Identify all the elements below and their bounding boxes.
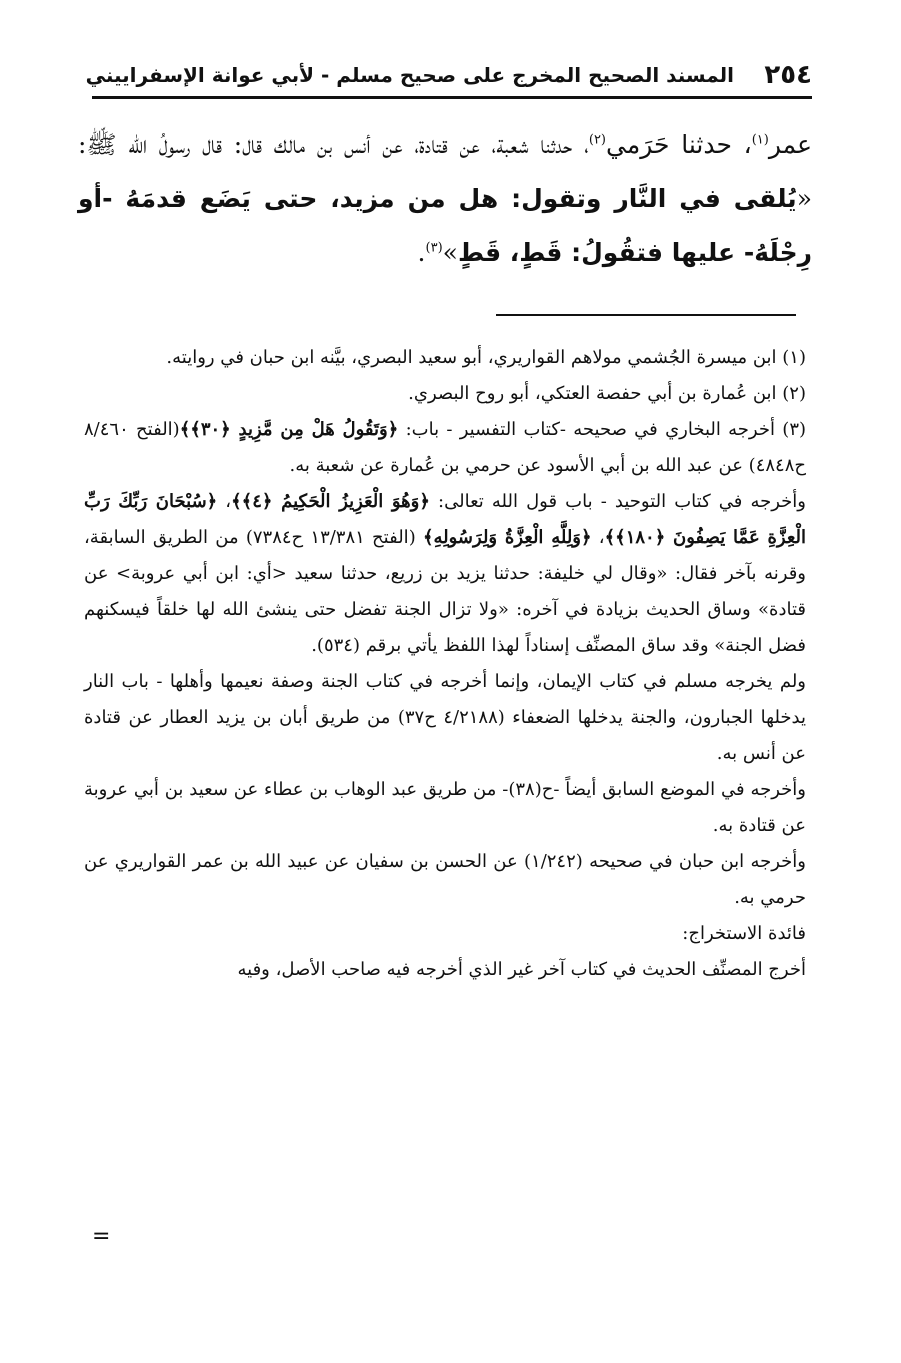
tawhid-intro: وأخرجه في كتاب التوحيد - باب قول الله تعالى:	[429, 491, 806, 512]
extraction-benefit-heading: فائدة الاستخراج:	[682, 923, 806, 944]
running-header	[85, 58, 812, 94]
narrator-chain-start: عمر	[768, 130, 812, 159]
narrator-chain-middle: ، حدثنا حَرَمي	[606, 130, 752, 159]
verse-separator: ،	[217, 491, 232, 512]
footnote-ref-1: (١)	[751, 132, 769, 148]
footnote-3-continued	[84, 484, 806, 664]
extraction-benefit-text: أخرج المصنِّف الحديث في كتاب آخر غير الذي أخرجه فيه صاحب الأصل، وفيه	[237, 959, 806, 980]
hadith-matn: يُلقى في النَّار وتقول: هل من مزيد، حتى يَضَع قدمَهُ -أو رِجْلَهُ- عليها فتقُولُ: قَطٍ، قَطٍ	[78, 184, 812, 267]
hadith-text	[78, 118, 812, 280]
verse-separator: ،	[591, 527, 605, 548]
muslim-note: ولم يخرجه مسلم في كتاب الإيمان، وإنما أخرجه في كتاب الجنة وصفة نعيمها وأهلها - باب النار يدخلها الجبارون، والجنة يدخلها الضعفاء (٤/٢١٨٨ ح٣٧) من طريق أبان بن يزيد العطار عن قتادة عن أنس به.	[84, 671, 806, 764]
quran-verse-3: ﴿سُبْحَانَ رَبِّكَ رَبِّ الْعِزَّةِ عَمَّا يَصِفُونَ ﴿١٨٠﴾﴾	[84, 491, 806, 548]
narrator-chain-end: ، حدثنا شعبة، عن قتادة، عن أنس بن مالك قال: قال رسولُ الله ﷺ: «	[78, 130, 812, 213]
tawhid-source: (الفتح ١٣/٣٨١ ح٧٣٨٤) من الطريق السابقة، وقرنه بآخر فقال: «وقال لي خليفة: حدثنا يزيد بن زريع، حدثنا سعيد <أي: ابن أبي عروبة> عن قتادة» وساق الحديث بزيادة في آخره: «ولا تزال الجنة تفضل حتى ينشئ الله لها خلقاً فيسكنهم فضل الجنة» وقد ساق المصنِّف إسناداً لهذا اللفظ يأتي برقم (٥٣٤).	[84, 527, 806, 656]
second-route-note: وأخرجه في الموضع السابق أيضاً -ح(٣٨)- من طريق عبد الوهاب بن عطاء عن سعيد بن أبي عروبة عن قتادة به.	[84, 779, 806, 836]
footnote-3-intro: (٣) أخرجه البخاري في صحيحه -كتاب التفسير - باب:	[398, 419, 807, 440]
footnote-3-source: (الفتح ٨/٤٦٠ ح٤٨٤٨) عن عبد الله بن أبي الأسود عن حرمي بن عُمارة عن شعبة به.	[84, 419, 806, 476]
header-rule	[92, 96, 812, 99]
quran-verse-2: ﴿وَهُوَ الْعَزِيزُ الْحَكِيمُ ﴿٤﴾﴾	[231, 491, 430, 512]
book-title: المسند الصحيح المخرج على صحيح مسلم - لأبي عوانة الإسفراييني	[85, 63, 734, 87]
footnote-separator	[496, 314, 796, 316]
footnote-ref-2: (٢)	[588, 132, 606, 148]
continuation-mark: =	[92, 1224, 111, 1249]
closing-quote: »	[442, 238, 458, 267]
footnote-3	[84, 412, 806, 484]
footnote-2: (٢) ابن عُمارة بن أبي حفصة العتكي، أبو روح البصري.	[408, 383, 806, 404]
page-number: ٢٥٤	[764, 60, 812, 90]
quran-verse-1: ﴿وَتَقُولُ هَلْ مِن مَّزِيدٍ ﴿٣٠﴾﴾	[179, 419, 399, 440]
footnotes	[84, 340, 806, 988]
footnote-1: (١) ابن ميسرة الجُشمي مولاهم القواريري، أبو سعيد البصري، بيَّنه ابن حبان في روايته.	[166, 347, 806, 368]
quran-verse-4: ﴿وَلِلَّهِ الْعِزَّةُ وَلِرَسُولِهِ﴾	[422, 527, 592, 548]
footnote-ref-3: (٣)	[425, 240, 443, 256]
ibn-hibban-note: وأخرجه ابن حبان في صحيحه (١/٢٤٢) عن الحسن بن سفيان عن عبيد الله بن عمر القواريري عن حرمي به.	[84, 851, 806, 908]
final-period: .	[417, 238, 426, 267]
